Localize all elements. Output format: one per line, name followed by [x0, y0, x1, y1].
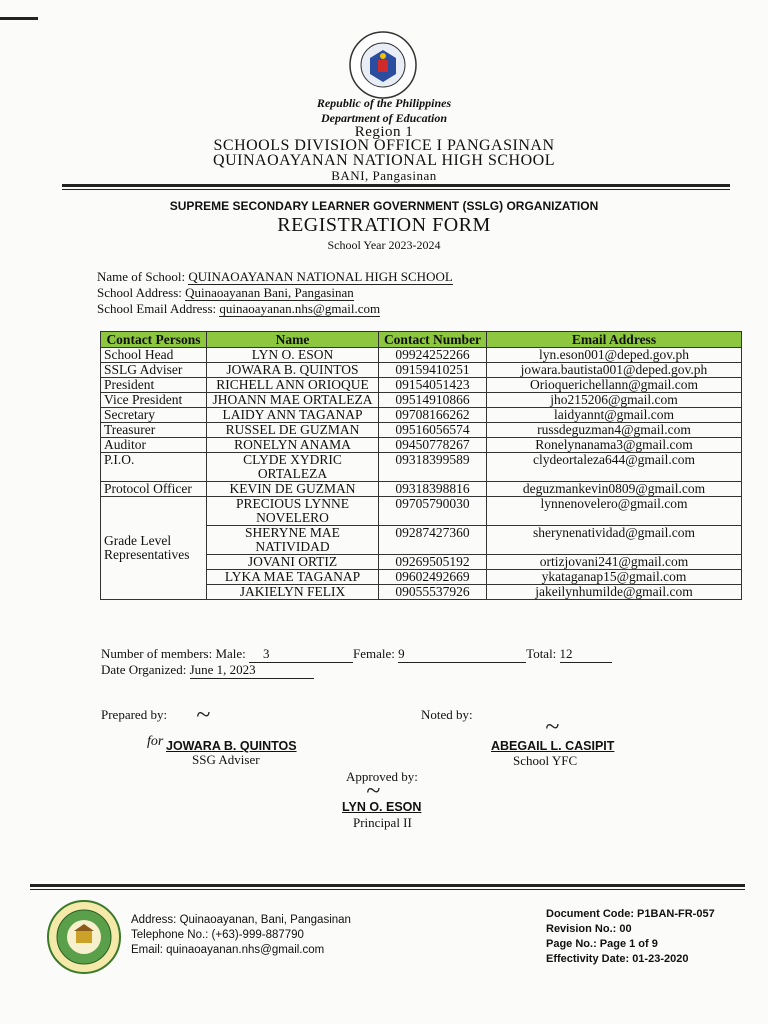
- name-cell: JOWARA B. QUINTOS: [207, 363, 379, 378]
- number-cell: 09516056574: [379, 423, 487, 438]
- doc-effectivity: Effectivity Date: 01-23-2020: [546, 953, 689, 965]
- position-cell: SSLG Adviser: [101, 363, 207, 378]
- school-year: School Year 2023-2024: [327, 238, 441, 252]
- number-cell: 09287427360: [379, 526, 487, 555]
- number-cell: 09450778267: [379, 438, 487, 453]
- school-email-label: School Email Address:: [97, 301, 217, 316]
- noted-title: School YFC: [513, 753, 578, 768]
- number-cell: 09154051423: [379, 378, 487, 393]
- number-cell: 09705790030: [379, 497, 487, 526]
- footer-divider: [30, 884, 745, 887]
- email-cell: deguzmankevin0809@gmail.com: [487, 482, 742, 497]
- position-cell: Protocol Officer: [101, 482, 207, 497]
- school-address-value: Quinaoayanan Bani, Pangasinan: [185, 285, 354, 300]
- region-text: Region 1: [354, 124, 414, 140]
- email-cell: russdeguzman4@gmail.com: [487, 423, 742, 438]
- name-cell: JAKIELYN FELIX: [207, 585, 379, 600]
- approved-signature: ~: [366, 776, 381, 805]
- footer-document-info: [546, 907, 715, 967]
- footer-telephone: Telephone No.: (+63)-999-887790: [131, 929, 304, 941]
- email-cell: Orioquerichellann@gmail.com: [487, 378, 742, 393]
- department-text: Department of Education: [320, 111, 447, 125]
- table-row: [101, 363, 742, 378]
- header-divider: [62, 184, 730, 187]
- email-cell: jowara.bautista001@deped.gov.ph: [487, 363, 742, 378]
- table-row: [101, 497, 742, 526]
- organization-title: SUPREME SECONDARY LEARNER GOVERNMENT (SSLG) ORGANIZATION: [169, 199, 599, 213]
- number-cell: 09159410251: [379, 363, 487, 378]
- table-row: [101, 408, 742, 423]
- noted-name: ABEGAIL L. CASIPIT: [491, 739, 615, 753]
- name-cell: JOVANI ORTIZ: [207, 555, 379, 570]
- doc-code: Document Code: P1BAN-FR-057: [546, 908, 715, 920]
- members-male-value: 3: [249, 646, 353, 663]
- email-cell: lyn.eson001@deped.gov.ph: [487, 348, 742, 363]
- table-row: [101, 438, 742, 453]
- name-cell: RONELYN ANAMA: [207, 438, 379, 453]
- footer-email: Email: quinaoayanan.nhs@gmail.com: [131, 944, 325, 956]
- email-cell: lynnenovelero@gmail.com: [487, 497, 742, 526]
- header-divider-thin: [62, 189, 730, 190]
- header-email: Email Address: [487, 332, 742, 348]
- name-cell: RICHELL ANN ORIOQUE: [207, 378, 379, 393]
- prepared-by-label: Prepared by:: [101, 707, 168, 722]
- school-header-text: QUINAOAYANAN NATIONAL HIGH SCHOOL: [213, 152, 555, 169]
- name-cell: RUSSEL DE GUZMAN: [207, 423, 379, 438]
- name-cell: CLYDE XYDRIC ORTALEZA: [207, 453, 379, 482]
- approved-by-label: Approved by:: [346, 769, 418, 784]
- email-cell: ykataganap15@gmail.com: [487, 570, 742, 585]
- position-cell: Auditor: [101, 438, 207, 453]
- school-logo: [46, 899, 122, 975]
- footer-address: Address: Quinaoayanan, Bani, Pangasinan: [131, 914, 351, 926]
- members-female-value: 9: [398, 646, 526, 663]
- members-total-value: 12: [560, 646, 612, 663]
- position-cell: Treasurer: [101, 423, 207, 438]
- members-total-label: Total:: [526, 646, 557, 661]
- table-row: [101, 453, 742, 482]
- header-name: Name: [207, 332, 379, 348]
- name-cell: JHOANN MAE ORTALEZA: [207, 393, 379, 408]
- footer-divider-thin: [30, 889, 745, 890]
- location-text: BANI, Pangasinan: [331, 168, 437, 183]
- name-cell: LYKA MAE TAGANAP: [207, 570, 379, 585]
- table-row: [101, 423, 742, 438]
- header-contact-persons: Contact Persons: [101, 332, 207, 348]
- officers-table: [100, 331, 742, 600]
- email-cell: jakeilynhumilde@gmail.com: [487, 585, 742, 600]
- table-row: [101, 378, 742, 393]
- doc-revision: Revision No.: 00: [546, 923, 632, 935]
- header-contact-number: Contact Number: [379, 332, 487, 348]
- prepared-prefix: for: [147, 734, 164, 749]
- number-cell: 09055537926: [379, 585, 487, 600]
- noted-by-label: Noted by:: [421, 707, 473, 722]
- number-cell: 09924252266: [379, 348, 487, 363]
- position-cell: Vice President: [101, 393, 207, 408]
- number-cell: 09318398816: [379, 482, 487, 497]
- members-male-label: Number of members: Male:: [101, 646, 246, 661]
- position-cell: School Head: [101, 348, 207, 363]
- name-cell: LAIDY ANN TAGANAP: [207, 408, 379, 423]
- name-cell: KEVIN DE GUZMAN: [207, 482, 379, 497]
- form-title: REGISTRATION FORM: [277, 214, 491, 236]
- number-cell: 09318399589: [379, 453, 487, 482]
- table-header-row: [101, 332, 742, 348]
- date-organized-value: June 1, 2023: [190, 662, 314, 679]
- number-cell: 09602492669: [379, 570, 487, 585]
- noted-signature: ~: [545, 712, 560, 741]
- school-name-label: Name of School:: [97, 269, 186, 284]
- date-organized-label: Date Organized:: [101, 662, 187, 677]
- email-cell: sherynenatividad@gmail.com: [487, 526, 742, 555]
- members-summary: [101, 646, 612, 663]
- grade-level-cell: Grade Level Representatives: [101, 497, 207, 600]
- name-cell: SHERYNE MAE NATIVIDAD: [207, 526, 379, 555]
- number-cell: 09514910866: [379, 393, 487, 408]
- email-cell: laidyannt@gmail.com: [487, 408, 742, 423]
- approved-name: LYN O. ESON: [342, 800, 422, 814]
- school-info: [97, 269, 453, 317]
- prepared-name: JOWARA B. QUINTOS: [166, 739, 297, 753]
- date-organized: [101, 662, 314, 679]
- approved-title: Principal II: [353, 815, 412, 830]
- prepared-signature: ~: [196, 700, 211, 729]
- email-cell: Ronelynanama3@gmail.com: [487, 438, 742, 453]
- position-cell: President: [101, 378, 207, 393]
- table-row: [101, 393, 742, 408]
- republic-text: Republic of the Philippines: [316, 96, 452, 110]
- division-text: SCHOOLS DIVISION OFFICE I PANGASINAN: [213, 137, 555, 154]
- school-name-value: QUINAOAYANAN NATIONAL HIGH SCHOOL: [188, 269, 453, 284]
- email-cell: clydeortaleza644@gmail.com: [487, 453, 742, 482]
- doc-page: Page No.: Page 1 of 9: [546, 938, 658, 950]
- top-left-mark: [0, 17, 38, 20]
- number-cell: 09269505192: [379, 555, 487, 570]
- school-address-label: School Address:: [97, 285, 182, 300]
- number-cell: 09708166262: [379, 408, 487, 423]
- email-cell: jho215206@gmail.com: [487, 393, 742, 408]
- name-cell: LYN O. ESON: [207, 348, 379, 363]
- school-email-value: quinaoayanan.nhs@gmail.com: [219, 301, 381, 316]
- position-cell: P.I.O.: [101, 453, 207, 482]
- email-cell: ortizjovani241@gmail.com: [487, 555, 742, 570]
- deped-seal: [348, 30, 418, 100]
- position-cell: Secretary: [101, 408, 207, 423]
- footer-contact: [131, 913, 351, 958]
- prepared-title: SSG Adviser: [192, 752, 260, 767]
- table-row: [101, 482, 742, 497]
- name-cell: PRECIOUS LYNNE NOVELERO: [207, 497, 379, 526]
- members-female-label: Female:: [353, 646, 395, 661]
- table-row: [101, 348, 742, 363]
